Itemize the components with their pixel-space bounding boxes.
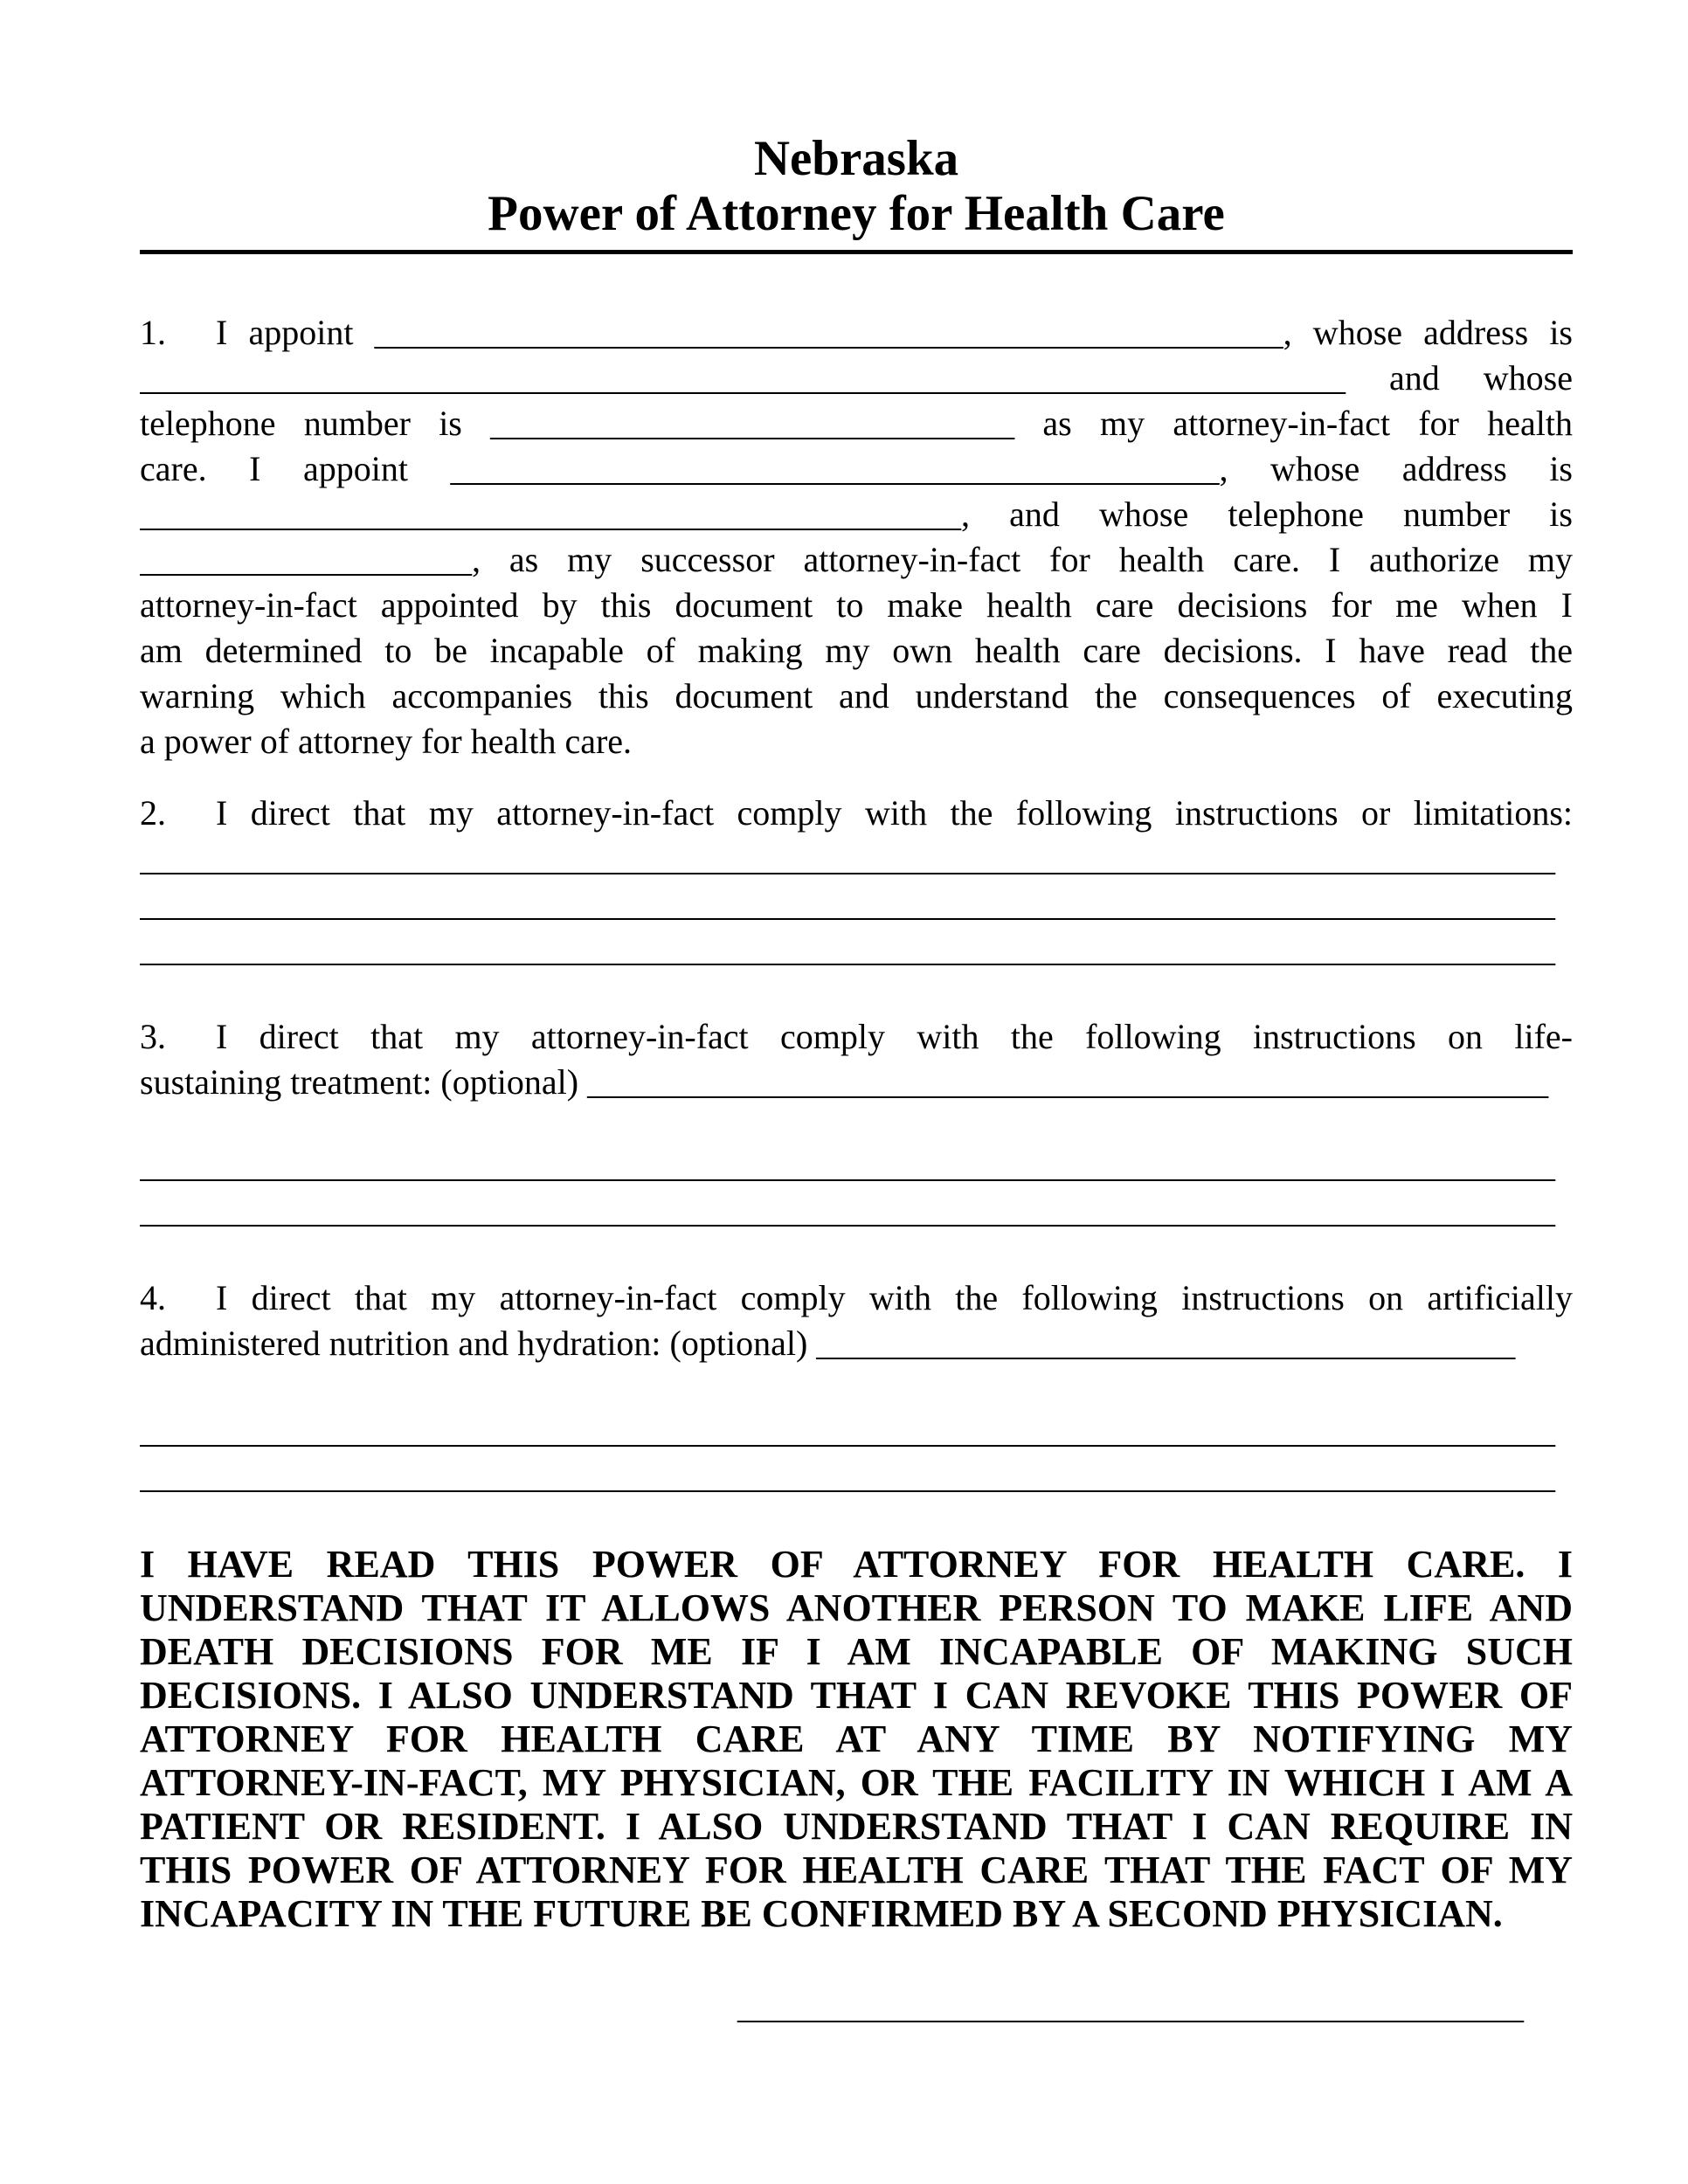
header-divider-line <box>140 250 1573 254</box>
clause-2-blank-lines <box>140 836 1573 972</box>
text-line: UNDERSTAND THAT IT ALLOWS ANOTHER PERSON TO MAKE LIFE AND <box>140 1586 1573 1629</box>
text-line: I HAVE READ THIS POWER OF ATTORNEY FOR HEALTH CARE. I <box>140 1543 1573 1586</box>
text-line: a power of attorney for health care. <box>140 722 633 761</box>
clause-number: 4. <box>140 1278 166 1317</box>
text-line: PATIENT OR RESIDENT. I ALSO UNDERSTAND THAT I CAN REQUIRE IN <box>140 1805 1573 1848</box>
clause-1 <box>140 310 1573 764</box>
signature-row <box>140 1984 1573 2029</box>
text-line: telephone number is ______________________________ as my attorney-in-fact for health <box>140 404 1573 443</box>
fill-in-blank-line[interactable]: _________________________________________________________________________________ <box>140 1191 1555 1230</box>
text-line: DEATH DECISIONS FOR ME IF I AM INCAPABLE OF MAKING SUCH <box>140 1630 1573 1673</box>
clause-number: 3. <box>140 1017 166 1056</box>
clause-number: 2. <box>140 793 166 833</box>
title-state-name: Nebraska <box>753 131 959 186</box>
text-line: administered nutrition and hydration: (optional) ________________________________________ <box>140 1324 1516 1363</box>
fill-in-blank-line[interactable]: _________________________________________________________________________________ <box>140 839 1555 878</box>
clause-number: 1. <box>140 313 166 352</box>
document-header <box>140 131 1573 254</box>
clause-3-blank-lines <box>140 1143 1573 1234</box>
fill-in-blank-line[interactable]: _________________________________________________________________________________ <box>140 1145 1555 1185</box>
text-line: 2. I direct that my attorney-in-fact comply with the following instructions or limitations: <box>140 791 1573 836</box>
text-line: INCAPACITY IN THE FUTURE BE CONFIRMED BY A SECOND PHYSICIAN. <box>140 1892 1503 1935</box>
text-line: 4. I direct that my attorney-in-fact comply with the following instructions on artificially <box>140 1275 1573 1321</box>
text-line: sustaining treatment: (optional) _______________________________________________________ <box>140 1062 1549 1102</box>
text-line: 1. I appoint ____________________________________________________, whose address is <box>140 310 1573 356</box>
text-line: DECISIONS. I ALSO UNDERSTAND THAT I CAN REVOKE THIS POWER OF <box>140 1674 1573 1717</box>
fill-in-blank-line[interactable]: _________________________________________________________________________________ <box>140 1456 1555 1496</box>
acknowledgment-paragraph <box>140 1543 1573 1936</box>
text-line: am determined to be incapable of making my own health care decisions. I have read the <box>140 631 1573 670</box>
fill-in-blank-line[interactable]: _________________________________________________________________________________ <box>140 1411 1555 1450</box>
text-line: warning which accompanies this document and understand the consequences of executing <box>140 676 1573 715</box>
text-line: _______________________________________________, and whose telephone number is <box>140 494 1573 534</box>
fill-in-blank-line[interactable]: _________________________________________________________________________________ <box>140 930 1555 969</box>
signature-line[interactable]: _____________________________________________ <box>737 1987 1524 2026</box>
text-line: _____________________________________________________________________ and whose <box>140 358 1573 397</box>
title-document-name: Power of Attorney for Health Care <box>488 186 1225 241</box>
fill-in-blank-line[interactable]: _________________________________________________________________________________ <box>140 884 1555 923</box>
text-line: ATTORNEY FOR HEALTH CARE AT ANY TIME BY NOTIFYING MY <box>140 1717 1573 1760</box>
text-line: 3. I direct that my attorney-in-fact comply with the following instructions on life- <box>140 1014 1573 1060</box>
clause-3 <box>140 1014 1573 1105</box>
clause-2 <box>140 791 1573 836</box>
clause-4-blank-lines <box>140 1408 1573 1499</box>
document-body <box>140 310 1573 1936</box>
text-line: ___________________, as my successor attorney-in-fact for health care. I authorize my <box>140 540 1573 579</box>
text-line: ATTORNEY-IN-FACT, MY PHYSICIAN, OR THE FACILITY IN WHICH I AM A <box>140 1761 1573 1804</box>
clause-4 <box>140 1275 1573 1366</box>
text-line: attorney-in-fact appointed by this document to make health care decisions for me when I <box>140 585 1573 625</box>
text-line: care. I appoint ____________________________________________, whose address is <box>140 449 1573 488</box>
text-line: THIS POWER OF ATTORNEY FOR HEALTH CARE THAT THE FACT OF MY <box>140 1849 1573 1891</box>
